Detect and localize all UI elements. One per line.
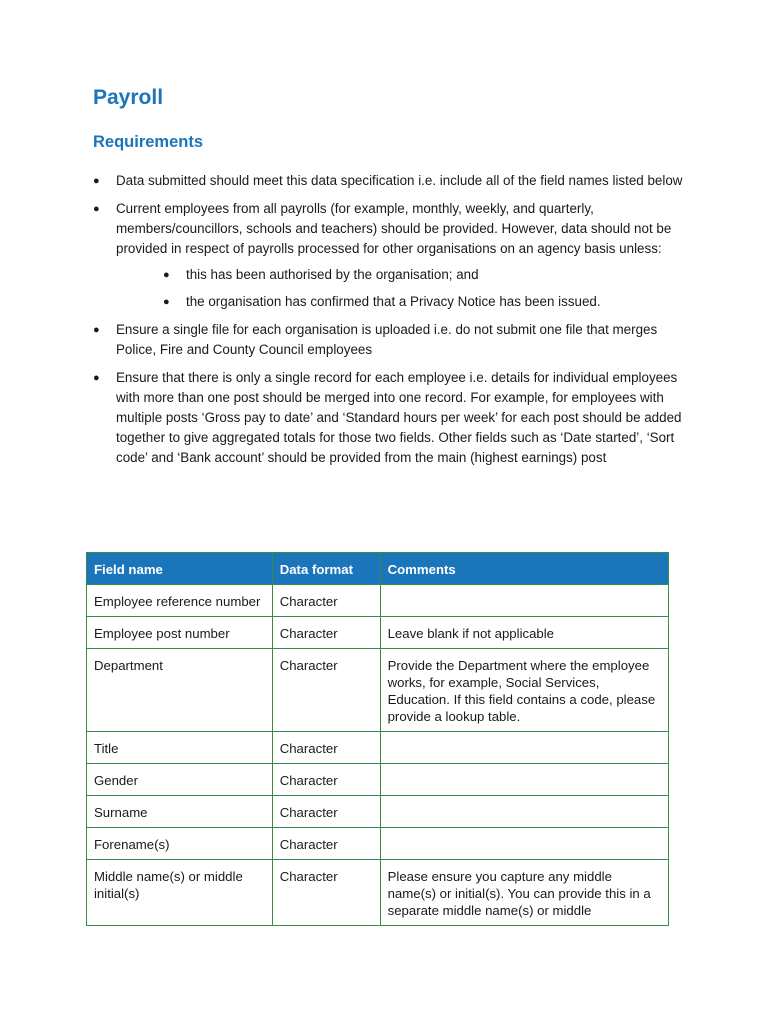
list-item (116, 265, 683, 285)
comments-cell (380, 585, 668, 617)
data-format-cell: Character (272, 828, 380, 860)
table-row (87, 649, 669, 732)
comments-cell (380, 796, 668, 828)
field-spec-table (86, 552, 669, 926)
bullet-icon: ● (163, 269, 170, 281)
sub-requirement-text: this has been authorised by the organisation; and (186, 267, 479, 282)
section-heading: Requirements (93, 133, 204, 151)
requirement-text: Ensure that there is only a single record for each employee i.e. details for individual employees with more than one post should be merged into one record. For example, for employees with multiple posts ‘Gross pay to date’ and ‘Standard hours per week’ for each post should be added together to give aggregated totals for those two fields. Other fields such as ‘Date started’, ‘Sort code’ and ‘Bank account’ should be provided from the main (highest earnings) post (116, 370, 682, 465)
field-name-cell: Employee reference number (87, 585, 273, 617)
requirement-text: Current employees from all payrolls (for example, monthly, weekly, and quarterly, members/councillors, schools and teachers) should be provided. However, data should not be provided in respect of payrolls processed for other organisations on an agency basis unless: (116, 201, 672, 256)
comments-cell (380, 828, 668, 860)
table-row (87, 860, 669, 926)
table-row (87, 732, 669, 764)
field-name-cell: Surname (87, 796, 273, 828)
page-title: Payroll (93, 86, 164, 109)
field-name-cell: Title (87, 732, 273, 764)
header-data-format: Data format (272, 553, 380, 585)
list-item (93, 199, 683, 312)
table-row (87, 617, 669, 649)
sub-requirements-list (116, 265, 683, 312)
comments-cell (380, 764, 668, 796)
bullet-icon: ● (93, 175, 100, 187)
field-name-cell: Middle name(s) or middle initial(s) (87, 860, 273, 926)
bullet-icon: ● (93, 203, 100, 215)
table-row (87, 764, 669, 796)
sub-requirement-text: the organisation has confirmed that a Privacy Notice has been issued. (186, 294, 601, 309)
field-name-cell: Department (87, 649, 273, 732)
field-name-cell: Forename(s) (87, 828, 273, 860)
header-comments: Comments (380, 553, 668, 585)
field-name-cell: Gender (87, 764, 273, 796)
bullet-icon: ● (93, 324, 100, 336)
table-row (87, 828, 669, 860)
comments-cell: Provide the Department where the employee works, for example, Social Services, Education. If this field contains a code, please provide a lookup table. (380, 649, 668, 732)
comments-cell (380, 732, 668, 764)
list-item (93, 320, 683, 360)
field-name-cell: Employee post number (87, 617, 273, 649)
bullet-icon: ● (93, 372, 100, 384)
data-format-cell: Character (272, 617, 380, 649)
requirements-list (93, 171, 683, 476)
requirement-text: Ensure a single file for each organisation is uploaded i.e. do not submit one file that merges Police, Fire and County Council employees (116, 322, 658, 357)
comments-cell: Leave blank if not applicable (380, 617, 668, 649)
table-header-row (87, 553, 669, 585)
data-format-cell: Character (272, 796, 380, 828)
data-format-cell: Character (272, 764, 380, 796)
comments-cell: Please ensure you capture any middle name(s) or initial(s). You can provide this in a separate middle name(s) or middle (380, 860, 668, 926)
requirement-text: Data submitted should meet this data specification i.e. include all of the field names listed below (116, 173, 683, 188)
list-item (93, 368, 683, 468)
list-item (93, 171, 683, 191)
list-item (116, 292, 683, 312)
table-row (87, 796, 669, 828)
data-format-cell: Character (272, 732, 380, 764)
header-field-name: Field name (87, 553, 273, 585)
bullet-icon: ● (163, 296, 170, 308)
data-format-cell: Character (272, 585, 380, 617)
table-row (87, 585, 669, 617)
data-format-cell: Character (272, 860, 380, 926)
data-format-cell: Character (272, 649, 380, 732)
